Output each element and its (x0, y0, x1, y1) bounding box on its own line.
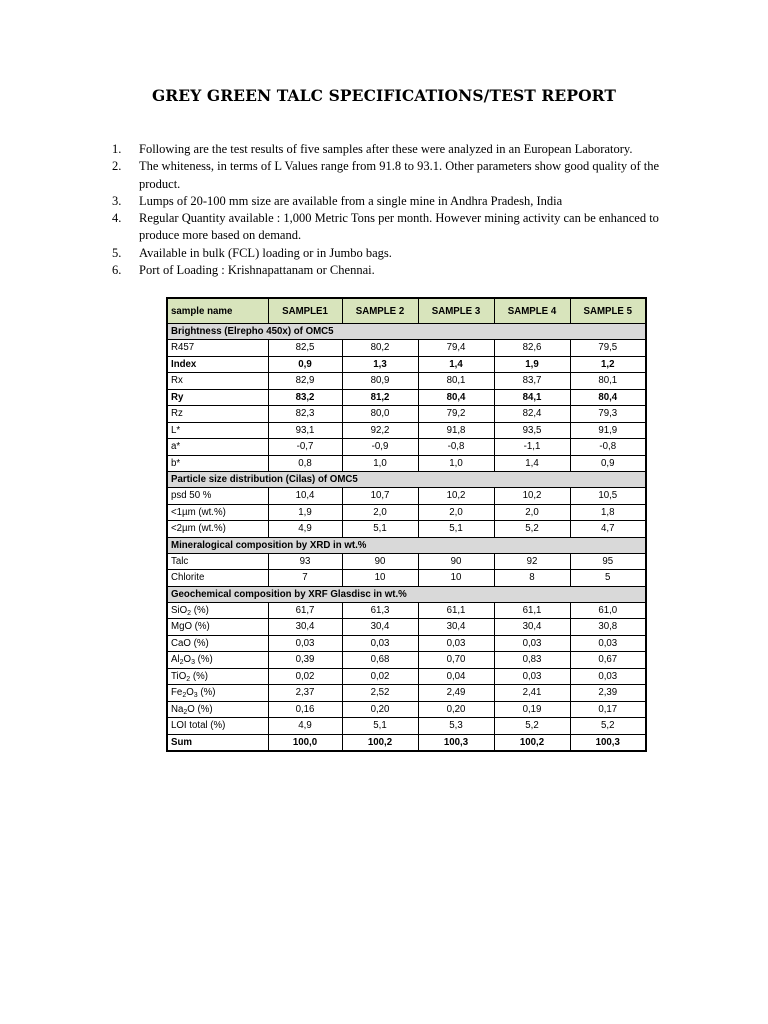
row-label-part: Na (171, 703, 184, 715)
table-row (167, 619, 646, 636)
sample-value: -0,7 (268, 439, 342, 456)
note-number: 6. (112, 263, 122, 278)
sample-value: 61,1 (418, 602, 494, 619)
sample-value: 0,04 (418, 668, 494, 685)
table-row (167, 521, 646, 538)
row-label-part: Fe (171, 687, 183, 699)
note-number: 3. (112, 193, 122, 208)
row-label-part: 2 (187, 609, 192, 617)
note-number: 2. (112, 159, 122, 174)
sample-value: 30,4 (494, 619, 570, 636)
sample-value: 95 (570, 553, 646, 570)
note-number: 5. (112, 245, 122, 260)
section-title: Particle size distribution (Cilas) of OMC5 (167, 472, 646, 488)
row-label-part: 3 (193, 692, 198, 700)
sample-value: 80,2 (342, 340, 418, 357)
row-label: <2µm (wt.%) (167, 521, 268, 538)
page-title: GREY GREEN TALC SPECIFICATIONS/TEST REPORT (151, 86, 617, 105)
row-label-part: (%) (194, 654, 213, 666)
sample-value: 5,1 (342, 521, 418, 538)
table-row (167, 455, 646, 472)
row-label-part: (%) (197, 687, 216, 699)
row-label: Ry (167, 389, 268, 406)
sample-value: 4,7 (570, 521, 646, 538)
sample-value: 61,3 (342, 602, 418, 619)
row-label: MgO (%) (167, 619, 268, 636)
row-label: Chlorite (167, 570, 268, 587)
sample-value: 93,1 (268, 422, 342, 439)
table-row (167, 340, 646, 357)
sample-value: 82,6 (494, 340, 570, 357)
sample-value: 0,03 (494, 668, 570, 685)
sample-value: 79,5 (570, 340, 646, 357)
sample-value: 81,2 (342, 389, 418, 406)
row-label: <1µm (wt.%) (167, 504, 268, 521)
row-label-part: SiO (171, 604, 188, 616)
sample-value: 0,9 (570, 455, 646, 472)
table-row (167, 652, 646, 669)
note-text: Following are the test results of five samples after these were analyzed in an European Laboratory. (139, 142, 633, 156)
section-header-row (167, 324, 646, 340)
sample-value: 82,9 (268, 373, 342, 390)
sample-value: 61,1 (494, 602, 570, 619)
row-label-part: (%) (190, 670, 208, 682)
sample-value: 82,5 (268, 340, 342, 357)
sample-value: 80,1 (570, 373, 646, 390)
section-title: Geochemical composition by XRF Glasdisc in wt.% (167, 586, 646, 602)
note-item (112, 210, 672, 245)
sample-value: 0,68 (342, 652, 418, 669)
sample-value: 100,3 (418, 734, 494, 751)
sample-value: 1,0 (342, 455, 418, 472)
table-row (167, 439, 646, 456)
sample-value: 80,4 (570, 389, 646, 406)
row-label-part: 2 (182, 692, 187, 700)
sample-value: -0,8 (418, 439, 494, 456)
section-title: Brightness (Elrepho 450x) of OMC5 (167, 324, 646, 340)
row-label: CaO (%) (167, 635, 268, 652)
sample-value: 0,20 (418, 701, 494, 718)
sample-value: 30,4 (418, 619, 494, 636)
sample-value: 2,37 (268, 685, 342, 702)
sample-value: 1,3 (342, 356, 418, 373)
table-row (167, 422, 646, 439)
row-label: Sum (167, 734, 268, 751)
sample-value: 0,03 (342, 635, 418, 652)
sample-value: 0,17 (570, 701, 646, 718)
section-title: Mineralogical composition by XRD in wt.% (167, 537, 646, 553)
sample-value: 0,03 (570, 635, 646, 652)
sample-value: 79,2 (418, 406, 494, 423)
sample-value: -0,8 (570, 439, 646, 456)
note-number: 1. (112, 142, 122, 156)
sample-value: 8 (494, 570, 570, 587)
sample-value: 7 (268, 570, 342, 587)
row-label: R457 (167, 340, 268, 357)
note-text: Available in bulk (FCL) loading or in Jumbo bags. (139, 245, 392, 260)
table-row (167, 635, 646, 652)
table-row (167, 570, 646, 587)
sample-value: 2,39 (570, 685, 646, 702)
table-row (167, 488, 646, 505)
sample-value: 93 (268, 553, 342, 570)
sample-value: 5,1 (418, 521, 494, 538)
table-row (167, 504, 646, 521)
sample-value: 10,7 (342, 488, 418, 505)
sample-value: 91,9 (570, 422, 646, 439)
sample-value: 5,1 (342, 718, 418, 735)
row-label (167, 701, 268, 718)
sample-value: 92 (494, 553, 570, 570)
sample-value: 0,02 (342, 668, 418, 685)
row-label (167, 668, 268, 685)
row-label (167, 685, 268, 702)
table-row (167, 602, 646, 619)
note-item (112, 141, 672, 158)
sample-value: 90 (418, 553, 494, 570)
sample-value: 2,0 (342, 504, 418, 521)
row-label: Rx (167, 373, 268, 390)
sample-value: 1,9 (494, 356, 570, 373)
header-sample-1: SAMPLE1 (268, 298, 342, 324)
sample-value: 0,03 (268, 635, 342, 652)
sample-value: 0,70 (418, 652, 494, 669)
row-label: LOI total (%) (167, 718, 268, 735)
sample-value: 80,0 (342, 406, 418, 423)
sample-value: 61,7 (268, 602, 342, 619)
sample-value: 10 (342, 570, 418, 587)
sample-value: 82,4 (494, 406, 570, 423)
row-label: a* (167, 439, 268, 456)
section-header-row (167, 472, 646, 488)
sample-value: -0,9 (342, 439, 418, 456)
sample-value: 100,3 (570, 734, 646, 751)
sample-value: 30,4 (268, 619, 342, 636)
sample-value: 100,0 (268, 734, 342, 751)
note-text: Port of Loading : Krishnapattanam or Chennai. (139, 263, 375, 278)
sample-value: 84,1 (494, 389, 570, 406)
table-row (167, 356, 646, 373)
section-header-row (167, 537, 646, 553)
sample-value: 1,2 (570, 356, 646, 373)
sample-value: 83,7 (494, 373, 570, 390)
sample-value: 1,4 (418, 356, 494, 373)
sample-value: 61,0 (570, 602, 646, 619)
row-label-part: O (186, 687, 194, 699)
sample-value: 0,39 (268, 652, 342, 669)
sample-value: 100,2 (494, 734, 570, 751)
sample-value: 10,2 (494, 488, 570, 505)
sample-value: 30,8 (570, 619, 646, 636)
sample-value: 0,03 (570, 668, 646, 685)
sample-value: 0,9 (268, 356, 342, 373)
sample-value: 0,8 (268, 455, 342, 472)
row-label-part: (%) (194, 703, 213, 715)
table-row (167, 373, 646, 390)
sample-value: 2,0 (494, 504, 570, 521)
row-label-part: Al (171, 654, 180, 666)
sample-value: 10,5 (570, 488, 646, 505)
sample-value: 1,9 (268, 504, 342, 521)
note-item (112, 158, 672, 193)
sample-value: 2,52 (342, 685, 418, 702)
sample-value: 1,0 (418, 455, 494, 472)
sample-value: 10,4 (268, 488, 342, 505)
row-label-part: O (187, 703, 195, 715)
sample-value: 30,4 (342, 619, 418, 636)
sample-value: 92,2 (342, 422, 418, 439)
table-row (167, 685, 646, 702)
sample-value: 4,9 (268, 718, 342, 735)
sample-value: 79,3 (570, 406, 646, 423)
sample-value: 0,16 (268, 701, 342, 718)
sample-value: 5,3 (418, 718, 494, 735)
row-label (167, 602, 268, 619)
sample-value: 0,67 (570, 652, 646, 669)
section-header-row (167, 586, 646, 602)
sample-value: 1,8 (570, 504, 646, 521)
sample-value: 4,9 (268, 521, 342, 538)
sample-value: 91,8 (418, 422, 494, 439)
table-row (167, 718, 646, 735)
row-label: Rz (167, 406, 268, 423)
sample-value: 10,2 (418, 488, 494, 505)
sample-value: 0,20 (342, 701, 418, 718)
note-text: Regular Quantity available : 1,000 Metric Tons per month. However mining activity can be enhanced to produce more based on demand. (139, 211, 659, 243)
table-row (167, 701, 646, 718)
sample-value: 93,5 (494, 422, 570, 439)
row-label (167, 652, 268, 669)
sample-value: 2,41 (494, 685, 570, 702)
table-row (167, 668, 646, 685)
row-label-part: 2 (179, 659, 184, 667)
sample-value: 100,2 (342, 734, 418, 751)
table-header-row (167, 298, 646, 324)
header-sample-3: SAMPLE 3 (418, 298, 494, 324)
sample-value: -1,1 (494, 439, 570, 456)
row-label: L* (167, 422, 268, 439)
sample-value: 80,9 (342, 373, 418, 390)
sample-value: 0,02 (268, 668, 342, 685)
sample-value: 82,3 (268, 406, 342, 423)
row-label: psd 50 % (167, 488, 268, 505)
sample-value: 79,4 (418, 340, 494, 357)
sample-value: 0,03 (418, 635, 494, 652)
header-sample-4: SAMPLE 4 (494, 298, 570, 324)
sample-value: 5,2 (494, 718, 570, 735)
sample-value: 0,19 (494, 701, 570, 718)
row-label: b* (167, 455, 268, 472)
sample-value: 80,1 (418, 373, 494, 390)
note-item (112, 245, 672, 262)
note-text: The whiteness, in terms of L Values range from 91.8 to 93.1. Other parameters show good quality of the product. (139, 159, 660, 191)
row-label-part: 2 (186, 675, 191, 683)
sample-value: 10 (418, 570, 494, 587)
table-row (167, 734, 646, 751)
table-row (167, 406, 646, 423)
header-sample-2: SAMPLE 2 (342, 298, 418, 324)
row-label-part: 2 (183, 708, 188, 716)
note-text: Lumps of 20-100 mm size are available from a single mine in Andhra Pradesh, India (139, 193, 563, 208)
sample-value: 2,0 (418, 504, 494, 521)
sample-value: 5,2 (494, 521, 570, 538)
row-label-part: O (183, 654, 192, 666)
row-label-part: (%) (191, 604, 209, 616)
sample-value: 80,4 (418, 389, 494, 406)
note-item (112, 262, 672, 279)
notes-list (112, 141, 672, 279)
sample-value: 5,2 (570, 718, 646, 735)
sample-value: 1,4 (494, 455, 570, 472)
note-number: 4. (112, 211, 122, 226)
row-label: Index (167, 356, 268, 373)
sample-value: 2,49 (418, 685, 494, 702)
sample-value: 5 (570, 570, 646, 587)
note-item (112, 193, 672, 210)
sample-value: 0,83 (494, 652, 570, 669)
row-label: Talc (167, 553, 268, 570)
table-row (167, 389, 646, 406)
sample-value: 0,03 (494, 635, 570, 652)
table-row (167, 553, 646, 570)
row-label-part: TiO (171, 670, 187, 682)
header-sample-5: SAMPLE 5 (570, 298, 646, 324)
sample-value: 83,2 (268, 389, 342, 406)
sample-value: 90 (342, 553, 418, 570)
row-label-part: 3 (191, 659, 195, 667)
header-sample-name: sample name (167, 298, 268, 324)
test-report-table (166, 297, 647, 752)
